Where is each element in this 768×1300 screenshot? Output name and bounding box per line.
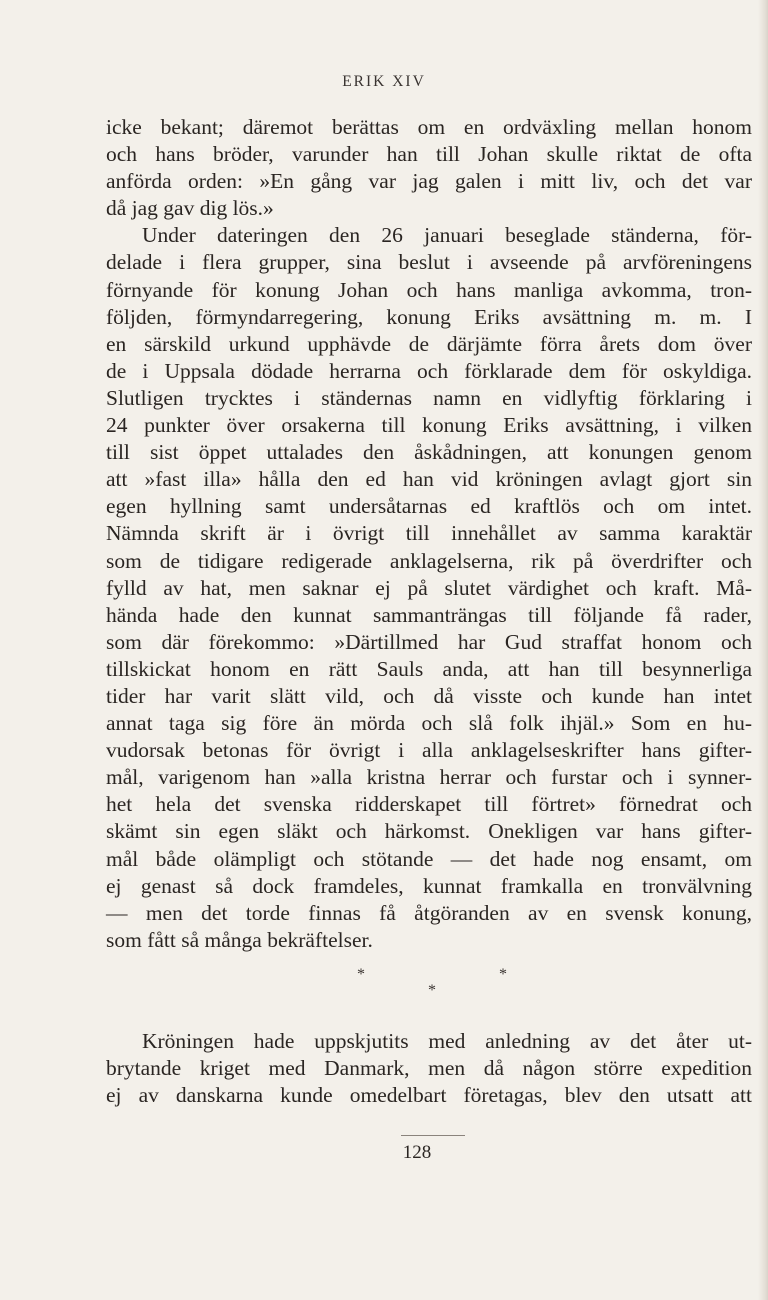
text-line: som fått så många bekräftelser. — [106, 927, 373, 952]
footer-rule — [401, 1135, 465, 1136]
text-line: mål, varigenom han »alla kristna herrar och furstar och i synner- — [106, 765, 752, 790]
text-line: 24 punkter över orsakerna till konung Eriks avsättning, i vilken — [106, 413, 752, 438]
text-line: Nämnda skrift är i övrigt till innehållet av samma karaktär — [106, 521, 752, 546]
text-line: hända hade den kunnat sammanträngas till följande få rader, — [106, 602, 752, 627]
text-line: skämt sin egen släkt och härkomst. Onekligen var hans gifter- — [106, 819, 752, 844]
text-line: Kröningen hade uppskjutits med anledning av det åter ut- — [142, 1029, 752, 1053]
text-line: egen hyllning samt undersåtarnas ed kraftlös och om intet. — [106, 494, 752, 519]
text-line: att »fast illa» hålla den ed han vid kröningen avlagt gjort sin — [106, 467, 752, 492]
page-number: 128 — [402, 1142, 432, 1163]
text-line: het hela det svenska ridderskapet till förtret» förnedrat och — [106, 792, 752, 817]
asterisk: * — [357, 966, 365, 983]
text-line: vudorsak betonas för övrigt i alla anklagelseskrifter hans gifter- — [106, 738, 752, 763]
page-edge — [758, 0, 768, 1300]
text-line: Slutligen trycktes i ständernas namn en vidlyftig förklaring i — [106, 385, 752, 410]
text-line: ej av danskarna kunde omedelbart företagas, blev den utsatt att — [106, 1083, 752, 1108]
text-line: en särskild urkund upphävde de därjämte förra årets dom över — [106, 331, 752, 356]
text-line: de i Uppsala dödade herrarna och förklarade dem för oskyldiga. — [106, 358, 752, 383]
text-line: då jag gav dig lös.» — [106, 196, 274, 221]
text-line: och hans bröder, varunder han till Johan skulle riktat de ofta — [106, 142, 752, 167]
text-line: ej genast så dock framdeles, kunnat framkalla en tronvälvning — [106, 873, 752, 898]
text-line: som där förekommo: »Därtillmed har Gud straffat honom och — [106, 629, 752, 654]
text-line: fylld av hat, men saknar ej på slutet värdighet och kraft. Må- — [106, 575, 752, 600]
text-line: mål både olämpligt och stötande — det hade nog ensamt, om — [106, 846, 752, 871]
running-title: ERIK XIV — [342, 73, 426, 90]
main-text-block — [106, 114, 752, 954]
text-line: följden, förmyndarregering, konung Eriks avsättning m. m. I — [106, 304, 752, 329]
text-line: som de tidigare redigerade anklagelserna, rik på överdrifter och — [106, 548, 752, 573]
text-line: Under dateringen den 26 januari beseglade ständerna, för- — [142, 223, 752, 248]
text-line: delade i flera grupper, sina beslut i avseende på arvföreningens — [106, 250, 752, 275]
text-line: tillskickat honom en rätt Sauls anda, att han till besynnerliga — [106, 656, 752, 681]
text-line: icke bekant; däremot berättas om en ordväxling mellan honom — [106, 115, 752, 139]
text-line: tider har varit slätt vild, och då visste och kunde han intet — [106, 683, 752, 708]
next-section-text — [106, 1028, 752, 1109]
text-line: annat taga sig före än mörda och slå folk ihjäl.» Som en hu- — [106, 711, 752, 736]
text-line: — men det torde finnas få åtgöranden av en svensk konung, — [106, 900, 752, 925]
text-line: till sist öppet uttalades den åskådningen, att konungen genom — [106, 440, 752, 465]
asterisk: * — [499, 966, 507, 983]
asterisk: * — [428, 982, 436, 999]
text-line: förnyande för konung Johan och hans manliga avkomma, tron- — [106, 277, 752, 302]
text-line: anförda orden: »En gång var jag galen i mitt liv, och det var — [106, 169, 752, 194]
text-line: brytande kriget med Danmark, men då någon större expedition — [106, 1056, 752, 1081]
